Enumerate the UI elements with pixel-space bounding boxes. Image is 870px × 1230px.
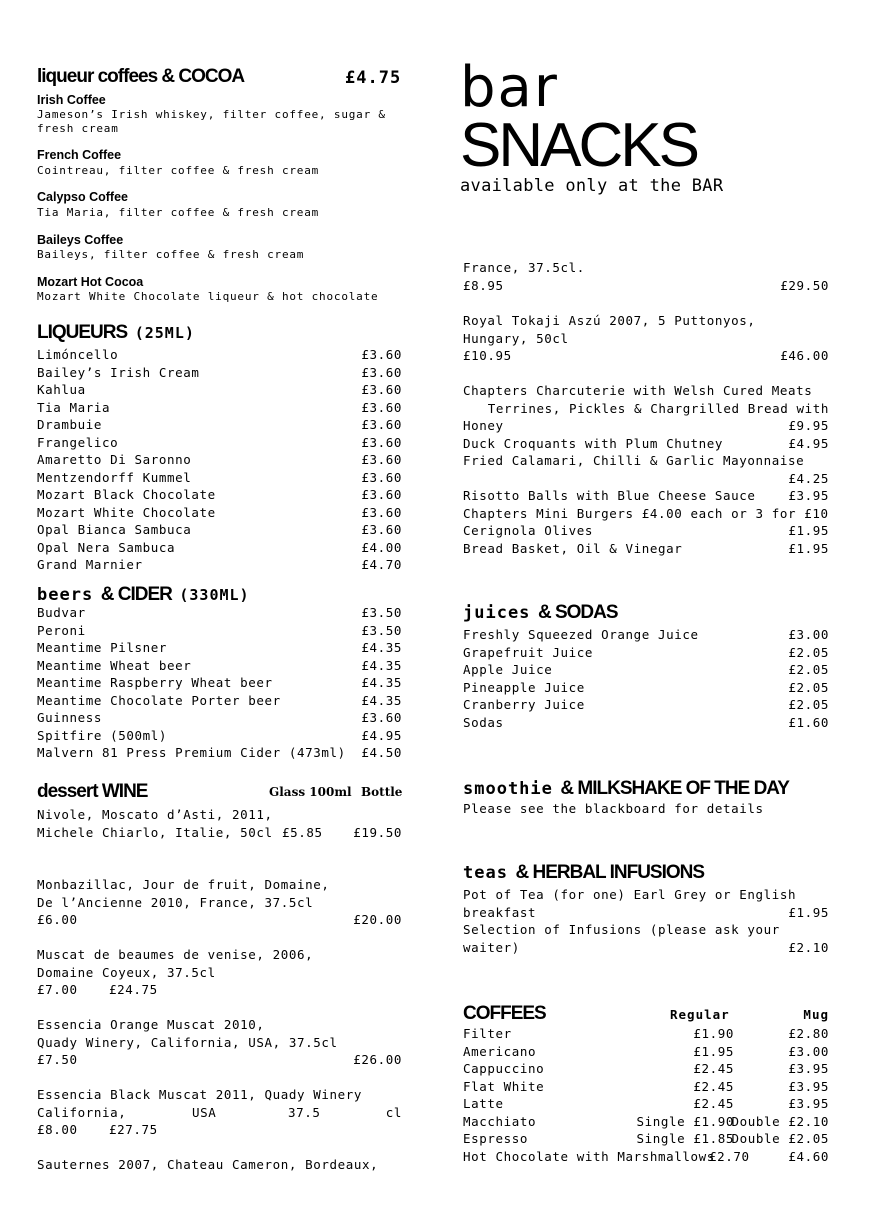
item-price: £4.95 (361, 727, 402, 743)
list-item (463, 1148, 829, 1166)
wine-bottle-price: £20.00 (353, 912, 402, 927)
wine-line (463, 347, 829, 365)
item-name: Opal Bianca Sambuca (37, 522, 192, 537)
beers-title-cider: & CIDER (100, 584, 172, 605)
snack-line (463, 470, 829, 488)
item-name: Cranberry Juice (463, 697, 585, 712)
wine-line (37, 1104, 402, 1122)
list-item (37, 504, 402, 522)
item-name: Kahlua (37, 382, 86, 397)
wine-bottle-price: £19.50 (353, 824, 402, 840)
list-item (37, 692, 402, 710)
item-name: Mentzendorff Kummel (37, 469, 192, 485)
snack-price: £1.95 (788, 540, 829, 556)
juices-title-sodas: & SODAS (537, 602, 618, 623)
list-item (37, 674, 402, 692)
wine-glass-price: £7.00 (37, 982, 78, 997)
liqueurs-heading (37, 322, 402, 344)
wine-line: Royal Tokaji Aszú 2007, 5 Puttonyos, (463, 313, 756, 328)
wine-line (37, 981, 402, 999)
wine-glass-price: £7.50 (37, 1052, 78, 1067)
liqueur-coffees-title: liqueur coffees & COCOA (37, 66, 245, 87)
juices-title: juices (463, 603, 531, 623)
item-name: Meantime Chocolate Porter beer (37, 692, 281, 708)
item-desc: Cointreau, filter coffee & fresh cream (37, 164, 320, 177)
snack-line (463, 417, 829, 435)
wine-line: Monbazillac, Jour de fruit, Domaine, (37, 877, 330, 892)
list-item (37, 521, 402, 539)
juices-heading (463, 602, 829, 624)
list-item (37, 657, 402, 675)
wine-line: Essencia Orange Muscat 2010, (37, 1017, 265, 1032)
item-name: Limóncello (37, 347, 119, 362)
wine-line: Hungary, 50cl (463, 330, 569, 346)
snack-line: Fried Calamari, Chilli & Garlic Mayonnaise (463, 453, 805, 468)
tea-text: waiter) (463, 939, 520, 955)
tea-line: Pot of Tea (for one) Earl Grey or English (463, 887, 797, 902)
dessert-wine-heading: dessert WINE (37, 781, 148, 802)
list-item (37, 639, 402, 657)
item-name: Apple Juice (463, 662, 553, 677)
item-name: Calypso Coffee (37, 190, 128, 204)
list-item (37, 381, 402, 399)
snack-text: Risotto Balls with Blue Cheese Sauce (463, 488, 756, 503)
item-desc: Mozart White Chocolate liqueur & hot chocolate (37, 290, 379, 303)
wine-name: California, (37, 1104, 127, 1120)
wine-line: Muscat de beaumes de venise, 2006, (37, 947, 314, 962)
list-item (37, 539, 402, 557)
list-item (37, 399, 402, 417)
list-item (463, 696, 829, 714)
item-name: Amaretto Di Saronno (37, 452, 192, 467)
liqueur-coffees-price: £4.75 (345, 68, 402, 88)
item-price: £4.00 (361, 539, 402, 555)
beers-title: beers (37, 585, 94, 605)
mug-price: Double £2.05 (731, 1131, 829, 1146)
snack-price: £3.95 (788, 488, 829, 503)
snack-line (463, 487, 829, 505)
glass-column-header: Glass 100ml (269, 785, 352, 799)
list-item (463, 1130, 829, 1148)
wine-bottle-price: £27.75 (109, 1122, 158, 1137)
wine-glass-price: £5.85 (282, 824, 323, 840)
item-name: Tia Maria (37, 399, 111, 415)
list-item (37, 416, 402, 434)
snack-text: Duck Croquants with Plum Chutney (463, 435, 724, 451)
snacks-title: SNACKS (460, 111, 697, 180)
smoothie-title-milkshake: & MILKSHAKE OF THE DAY (560, 778, 789, 799)
mug-price: £3.95 (788, 1096, 829, 1111)
snack-price: £4.95 (788, 435, 829, 451)
tea-text: breakfast (463, 904, 537, 920)
item-name: Grapefruit Juice (463, 644, 594, 660)
wine-bottle-price: £29.50 (780, 277, 829, 293)
tea-price: £2.10 (788, 939, 829, 955)
item-price: £3.00 (788, 627, 829, 642)
snack-text: Cerignola Olives (463, 523, 594, 538)
item-name: Meantime Pilsner (37, 640, 168, 655)
wine-glass-price: £8.00 (37, 1122, 78, 1137)
regular-price: £1.95 (693, 1043, 734, 1059)
wine-glass-price: £8.95 (463, 277, 504, 293)
wine-bottle-price: £46.00 (780, 348, 829, 363)
item-name: Hot Chocolate with Marshmallows (463, 1148, 715, 1164)
item-price: £4.35 (361, 675, 402, 690)
mug-price: £3.95 (788, 1078, 829, 1094)
item-name: Irish Coffee (37, 93, 106, 107)
item-price: £4.70 (361, 557, 402, 572)
coffees-heading: COFFEES (463, 1003, 546, 1024)
wine-line (37, 1051, 402, 1069)
list-item (37, 604, 402, 622)
teas-heading (463, 862, 829, 884)
smoothie-heading (463, 778, 829, 800)
item-price: £3.60 (361, 487, 402, 502)
wine-line: Nivole, Moscato d’Asti, 2011, (37, 807, 273, 822)
tea-price: £1.95 (788, 904, 829, 920)
smoothie-title: smoothie (463, 779, 553, 799)
wine-volume-unit: cl (385, 1104, 402, 1120)
list-item (37, 486, 402, 504)
list-item (37, 451, 402, 469)
snack-line (463, 400, 829, 418)
beers-size: (330ML) (179, 586, 250, 604)
snack-line (463, 540, 829, 558)
item-name: Opal Nera Sambuca (37, 539, 176, 555)
item-name: Pineapple Juice (463, 679, 585, 695)
list-item (37, 727, 402, 745)
list-item (463, 1043, 829, 1061)
item-desc: Baileys, filter coffee & fresh cream (37, 248, 305, 261)
item-name: Bailey’s Irish Cream (37, 364, 200, 380)
wine-line: Essencia Black Muscat 2011, Quady Winery (37, 1087, 363, 1102)
wine-volume: 37.5 (288, 1104, 321, 1120)
item-price: £3.60 (361, 434, 402, 450)
regular-price: £2.45 (693, 1096, 734, 1111)
list-item (37, 556, 402, 574)
item-price: £2.05 (788, 662, 829, 677)
snack-price: £4.25 (788, 470, 829, 486)
item-name: Grand Marnier (37, 557, 143, 572)
item-price: £4.35 (361, 692, 402, 708)
item-name: Peroni (37, 622, 86, 638)
wine-line: Domaine Coyeux, 37.5cl (37, 964, 216, 980)
item-name: Latte (463, 1096, 504, 1111)
wine-bottle-price: £24.75 (109, 982, 158, 997)
item-name: Meantime Wheat beer (37, 657, 192, 673)
item-price: £3.60 (361, 710, 402, 725)
bar-subtitle: available only at the BAR (460, 176, 724, 196)
snack-price: £1.95 (788, 523, 829, 538)
item-price: £3.60 (361, 347, 402, 362)
list-item (463, 626, 829, 644)
wine-line: France, 37.5cl. (463, 260, 585, 275)
item-price: £4.50 (361, 745, 402, 760)
item-name: Sodas (463, 714, 504, 730)
wine-line: Sauternes 2007, Chateau Cameron, Bordeaux, (37, 1157, 379, 1172)
snack-text: Bread Basket, Oil & Vinegar (463, 540, 683, 556)
snack-line: Chapters Mini Burgers £4.00 each or 3 for £10 (463, 505, 829, 521)
item-desc: Tia Maria, filter coffee & fresh cream (37, 206, 320, 219)
item-price: £3.50 (361, 605, 402, 620)
item-name: Mozart Black Chocolate (37, 487, 216, 502)
bottle-column-header: Bottle (361, 785, 403, 799)
item-name: Filter (463, 1026, 512, 1041)
item-name: French Coffee (37, 148, 122, 162)
item-name: Freshly Squeezed Orange Juice (463, 627, 699, 642)
list-item (37, 744, 402, 762)
snack-text: Honey (463, 418, 504, 433)
mug-price: £3.00 (788, 1043, 829, 1059)
item-name: Budvar (37, 605, 86, 620)
regular-price: £2.45 (693, 1078, 734, 1094)
item-price: £4.35 (361, 657, 402, 673)
snack-text: Terrines, Pickles & Chargrilled Bread with (487, 400, 829, 416)
mug-price: Double £2.10 (731, 1113, 829, 1129)
wine-line (37, 911, 402, 929)
list-item (37, 622, 402, 640)
bar-title: bar (460, 55, 559, 120)
list-item (37, 434, 402, 452)
item-name: Macchiato (463, 1113, 537, 1129)
item-name: Mozart White Chocolate (37, 504, 216, 520)
wine-line (463, 277, 829, 295)
list-item (463, 1060, 829, 1078)
item-name: Cappuccino (463, 1061, 545, 1076)
item-price: £3.60 (361, 522, 402, 537)
item-name: Espresso (463, 1131, 529, 1146)
snack-price: £9.95 (788, 418, 829, 433)
item-name: Spitfire (500ml) (37, 727, 168, 743)
item-price: £4.35 (361, 640, 402, 655)
mug-column-header: Mug (803, 1007, 829, 1022)
wine-name: Michele Chiarlo, Italie, 50cl (37, 824, 273, 840)
wine-line (37, 1121, 402, 1139)
item-price: £3.60 (361, 504, 402, 520)
teas-title: teas (463, 863, 508, 883)
item-name: Flat White (463, 1078, 545, 1094)
list-item (463, 661, 829, 679)
tea-line (463, 904, 829, 922)
item-name: Baileys Coffee (37, 233, 124, 247)
item-price: £3.60 (361, 452, 402, 467)
wine-line (37, 824, 402, 842)
mug-price: £2.80 (788, 1026, 829, 1041)
regular-price: Single £1.90 (636, 1113, 734, 1129)
item-name: Malvern 81 Press Premium Cider (473ml) (37, 745, 346, 760)
item-price: £3.60 (361, 364, 402, 380)
wine-country: USA (192, 1104, 217, 1120)
wine-glass-price: £6.00 (37, 912, 78, 927)
snack-line (463, 435, 829, 453)
liqueurs-title: LIQUEURS (37, 322, 128, 343)
item-price: £3.60 (361, 399, 402, 415)
regular-price: £2.70 (709, 1148, 750, 1164)
item-name: Guinness (37, 710, 103, 725)
item-name: Americano (463, 1043, 537, 1059)
item-price: £2.05 (788, 697, 829, 712)
list-item (463, 644, 829, 662)
wine-line: De l’Ancienne 2010, France, 37.5cl (37, 894, 314, 910)
regular-price: £1.90 (693, 1026, 734, 1041)
wine-line: Quady Winery, California, USA, 37.5cl (37, 1034, 338, 1050)
liqueurs-size: (25ML) (134, 324, 195, 342)
item-name: Meantime Raspberry Wheat beer (37, 675, 273, 690)
wine-bottle-price: £26.00 (353, 1052, 402, 1067)
item-desc: Jameson’s Irish whiskey, filter coffee, sugar & (37, 108, 386, 121)
item-price: £2.05 (788, 679, 829, 695)
item-name: Mozart Hot Cocoa (37, 275, 144, 289)
list-item (37, 709, 402, 727)
snack-line (463, 522, 829, 540)
list-item (463, 714, 829, 732)
snack-line: Chapters Charcuterie with Welsh Cured Meats (463, 383, 813, 398)
list-item (463, 1078, 829, 1096)
list-item (463, 679, 829, 697)
smoothie-text: Please see the blackboard for details (463, 801, 764, 816)
regular-column-header: Regular (670, 1007, 730, 1022)
list-item (37, 364, 402, 382)
teas-title-infusions: & HERBAL INFUSIONS (515, 862, 705, 883)
wine-glass-price: £10.95 (463, 348, 512, 363)
list-item (37, 469, 402, 487)
regular-price: Single £1.85 (636, 1131, 734, 1146)
list-item (37, 346, 402, 364)
beers-heading (37, 584, 402, 606)
list-item (463, 1113, 829, 1131)
tea-line (463, 939, 829, 957)
item-desc: fresh cream (37, 122, 119, 135)
list-item (463, 1025, 829, 1043)
item-name: Frangelico (37, 434, 119, 450)
item-price: £3.60 (361, 417, 402, 432)
item-price: £3.60 (361, 469, 402, 485)
mug-price: £4.60 (788, 1148, 829, 1164)
regular-price: £2.45 (693, 1061, 734, 1076)
item-price: £3.60 (361, 382, 402, 397)
item-price: £1.60 (788, 714, 829, 730)
mug-price: £3.95 (788, 1061, 829, 1076)
item-name: Drambuie (37, 417, 103, 432)
item-price: £3.50 (361, 622, 402, 638)
tea-line: Selection of Infusions (please ask your (463, 922, 780, 937)
list-item (463, 1095, 829, 1113)
item-price: £2.05 (788, 644, 829, 660)
